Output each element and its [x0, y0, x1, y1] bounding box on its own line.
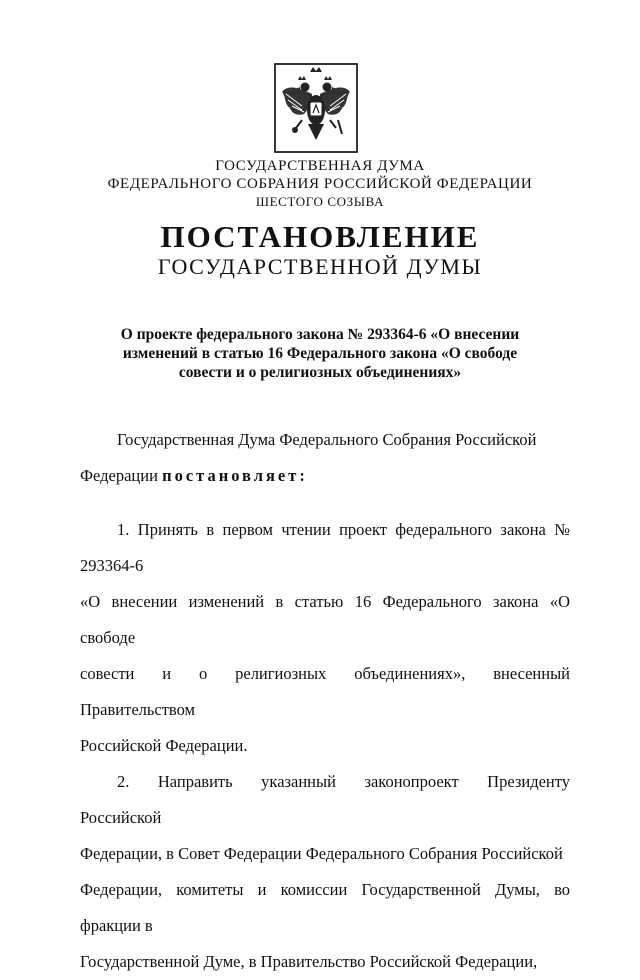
- item2-line-2: Федерации, в Совет Федерации Федерального Собрания Российской: [80, 844, 563, 863]
- item2-line-3: Федерации, комитеты и комиссии Государственной Думы, во фракции в: [80, 880, 570, 935]
- item1-line-4: Российской Федерации.: [80, 736, 248, 755]
- resolves-word: постановляет:: [162, 466, 308, 485]
- document-subject: [0, 325, 640, 382]
- preamble-line-2: [80, 458, 570, 494]
- document-subtitle: ГОСУДАРСТВЕННОЙ ДУМЫ: [157, 254, 483, 279]
- item1-line-2: «О внесении изменений в статью 16 Федерального закона «О свободе: [80, 592, 570, 647]
- item1-line-3: совести и о религиозных объединениях», внесенный Правительством: [80, 664, 570, 719]
- header-line-2: ФЕДЕРАЛЬНОГО СОБРАНИЯ РОССИЙСКОЙ ФЕДЕРАЦИИ: [107, 176, 533, 192]
- item1-line-1: 1. Принять в первом чтении проект федерального закона № 293364-6: [80, 520, 570, 575]
- document-title: ПОСТАНОВЛЕНИЕ: [160, 219, 480, 254]
- item2-line-4: Государственной Думе, в Правительство Российской Федерации,: [80, 952, 538, 971]
- subject-line-2: изменений в статью 16 Федерального закона «О свободе: [122, 345, 518, 362]
- header-line-3: ШЕСТОГО СОЗЫВА: [255, 194, 385, 209]
- russian-coat-of-arms-icon: [272, 62, 360, 154]
- document-body: [80, 422, 570, 980]
- item2-line-1: 2. Направить указанный законопроект Президенту Российской: [80, 772, 570, 827]
- subject-line-3: совести и о религиозных объединениях»: [178, 364, 462, 381]
- header-line-1: ГОСУДАРСТВЕННАЯ ДУМА: [215, 158, 425, 174]
- preamble-line-1: Государственная Дума Федерального Собрания Российской: [117, 430, 537, 449]
- preamble-text: Федерации: [80, 466, 163, 485]
- subject-line-1: О проекте федерального закона № 293364-6 «О внесении: [120, 326, 520, 343]
